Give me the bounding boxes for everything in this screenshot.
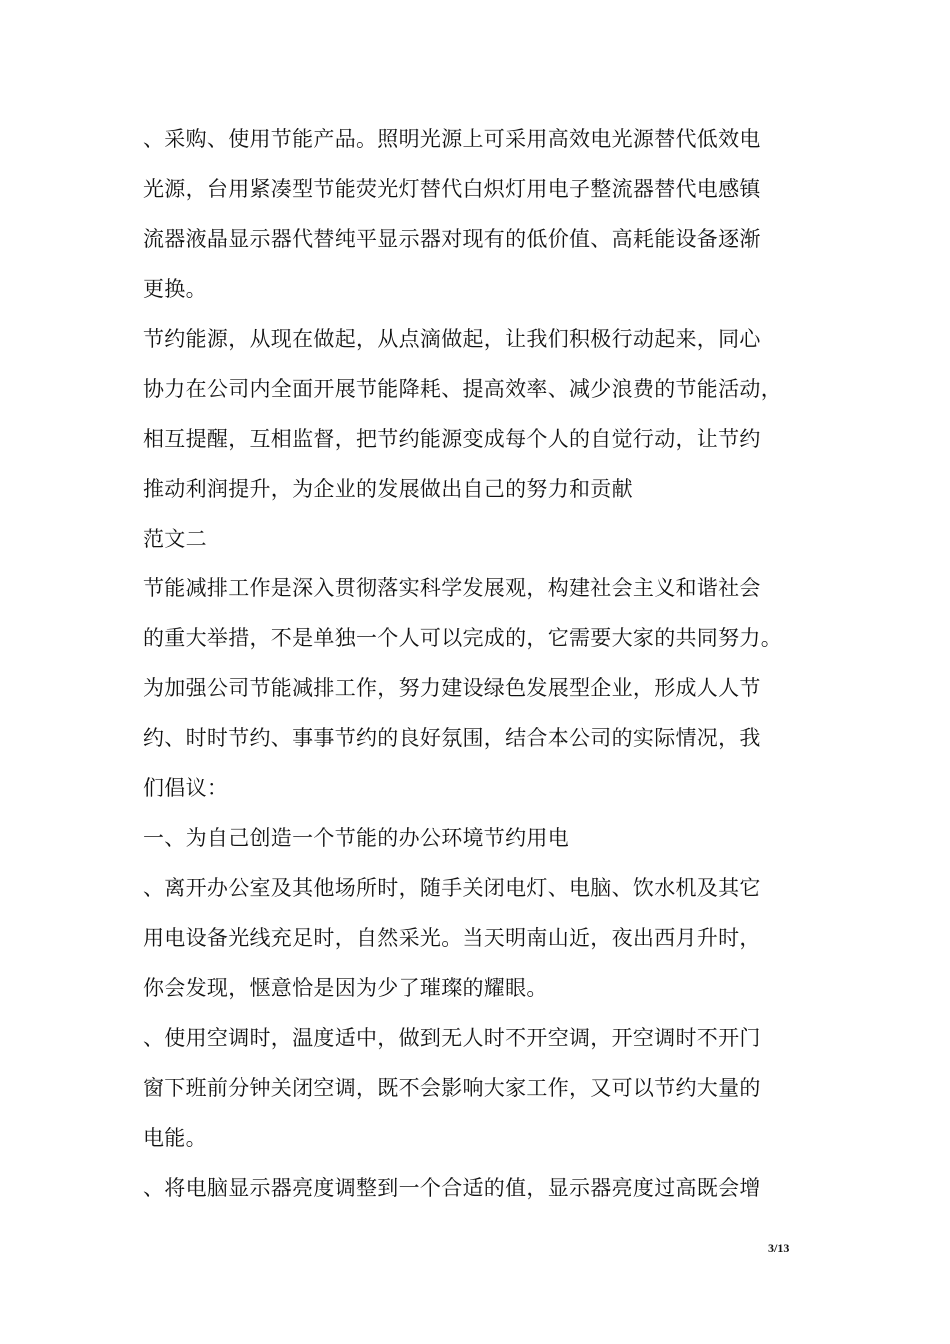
text-line: 更换。 — [143, 277, 207, 301]
text-line: 的重大举措，不是单独一个人可以完成的，它需要大家的共同努力。 — [143, 626, 782, 650]
text-line: 推动利润提升，为企业的发展做出自己的努力和贡献 — [143, 477, 633, 501]
section-heading: 范文二 — [143, 527, 207, 551]
text-line: 协力在公司内全面开展节能降耗、提高效率、减少浪费的节能活动， — [143, 377, 782, 401]
text-line: 节约能源，从现在做起，从点滴做起，让我们积极行动起来，同心 — [143, 327, 761, 351]
text-line: 你会发现，惬意恰是因为少了璀璨的耀眼。 — [143, 976, 548, 1000]
text-line: 电能。 — [143, 1126, 207, 1150]
text-line: 、将电脑显示器亮度调整到一个合适的值，显示器亮度过高既会增 — [143, 1176, 761, 1200]
text-line: 窗下班前分钟关闭空调，既不会影响大家工作，又可以节约大量的 — [143, 1076, 761, 1100]
list-heading: 一、为自己创造一个节能的办公环境节约用电 — [143, 826, 569, 850]
text-line: 节能减排工作是深入贯彻落实科学发展观，构建社会主义和谐社会 — [143, 576, 761, 600]
text-line: 、离开办公室及其他场所时，随手关闭电灯、电脑、饮水机及其它 — [143, 876, 761, 900]
text-line: 用电设备光线充足时，自然采光。当天明南山近，夜出西月升时， — [143, 926, 761, 950]
text-line: 、采购、使用节能产品。照明光源上可采用高效电光源替代低效电 — [143, 127, 761, 151]
text-line: 光源，台用紧凑型节能荧光灯替代白炽灯用电子整流器替代电感镇 — [143, 177, 761, 201]
text-line: 、使用空调时，温度适中，做到无人时不开空调，开空调时不开门 — [143, 1026, 761, 1050]
page-number: 3/13 — [768, 1241, 790, 1255]
text-line: 为加强公司节能减排工作，努力建设绿色发展型企业，形成人人节 — [143, 676, 761, 700]
text-line: 相互提醒，互相监督，把节约能源变成每个人的自觉行动，让节约 — [143, 427, 761, 451]
text-line: 们倡议： — [143, 776, 229, 800]
text-line: 流器液晶显示器代替纯平显示器对现有的低价值、高耗能设备逐渐 — [143, 227, 761, 251]
text-line: 约、时时节约、事事节约的良好氛围，结合本公司的实际情况，我 — [143, 726, 761, 750]
